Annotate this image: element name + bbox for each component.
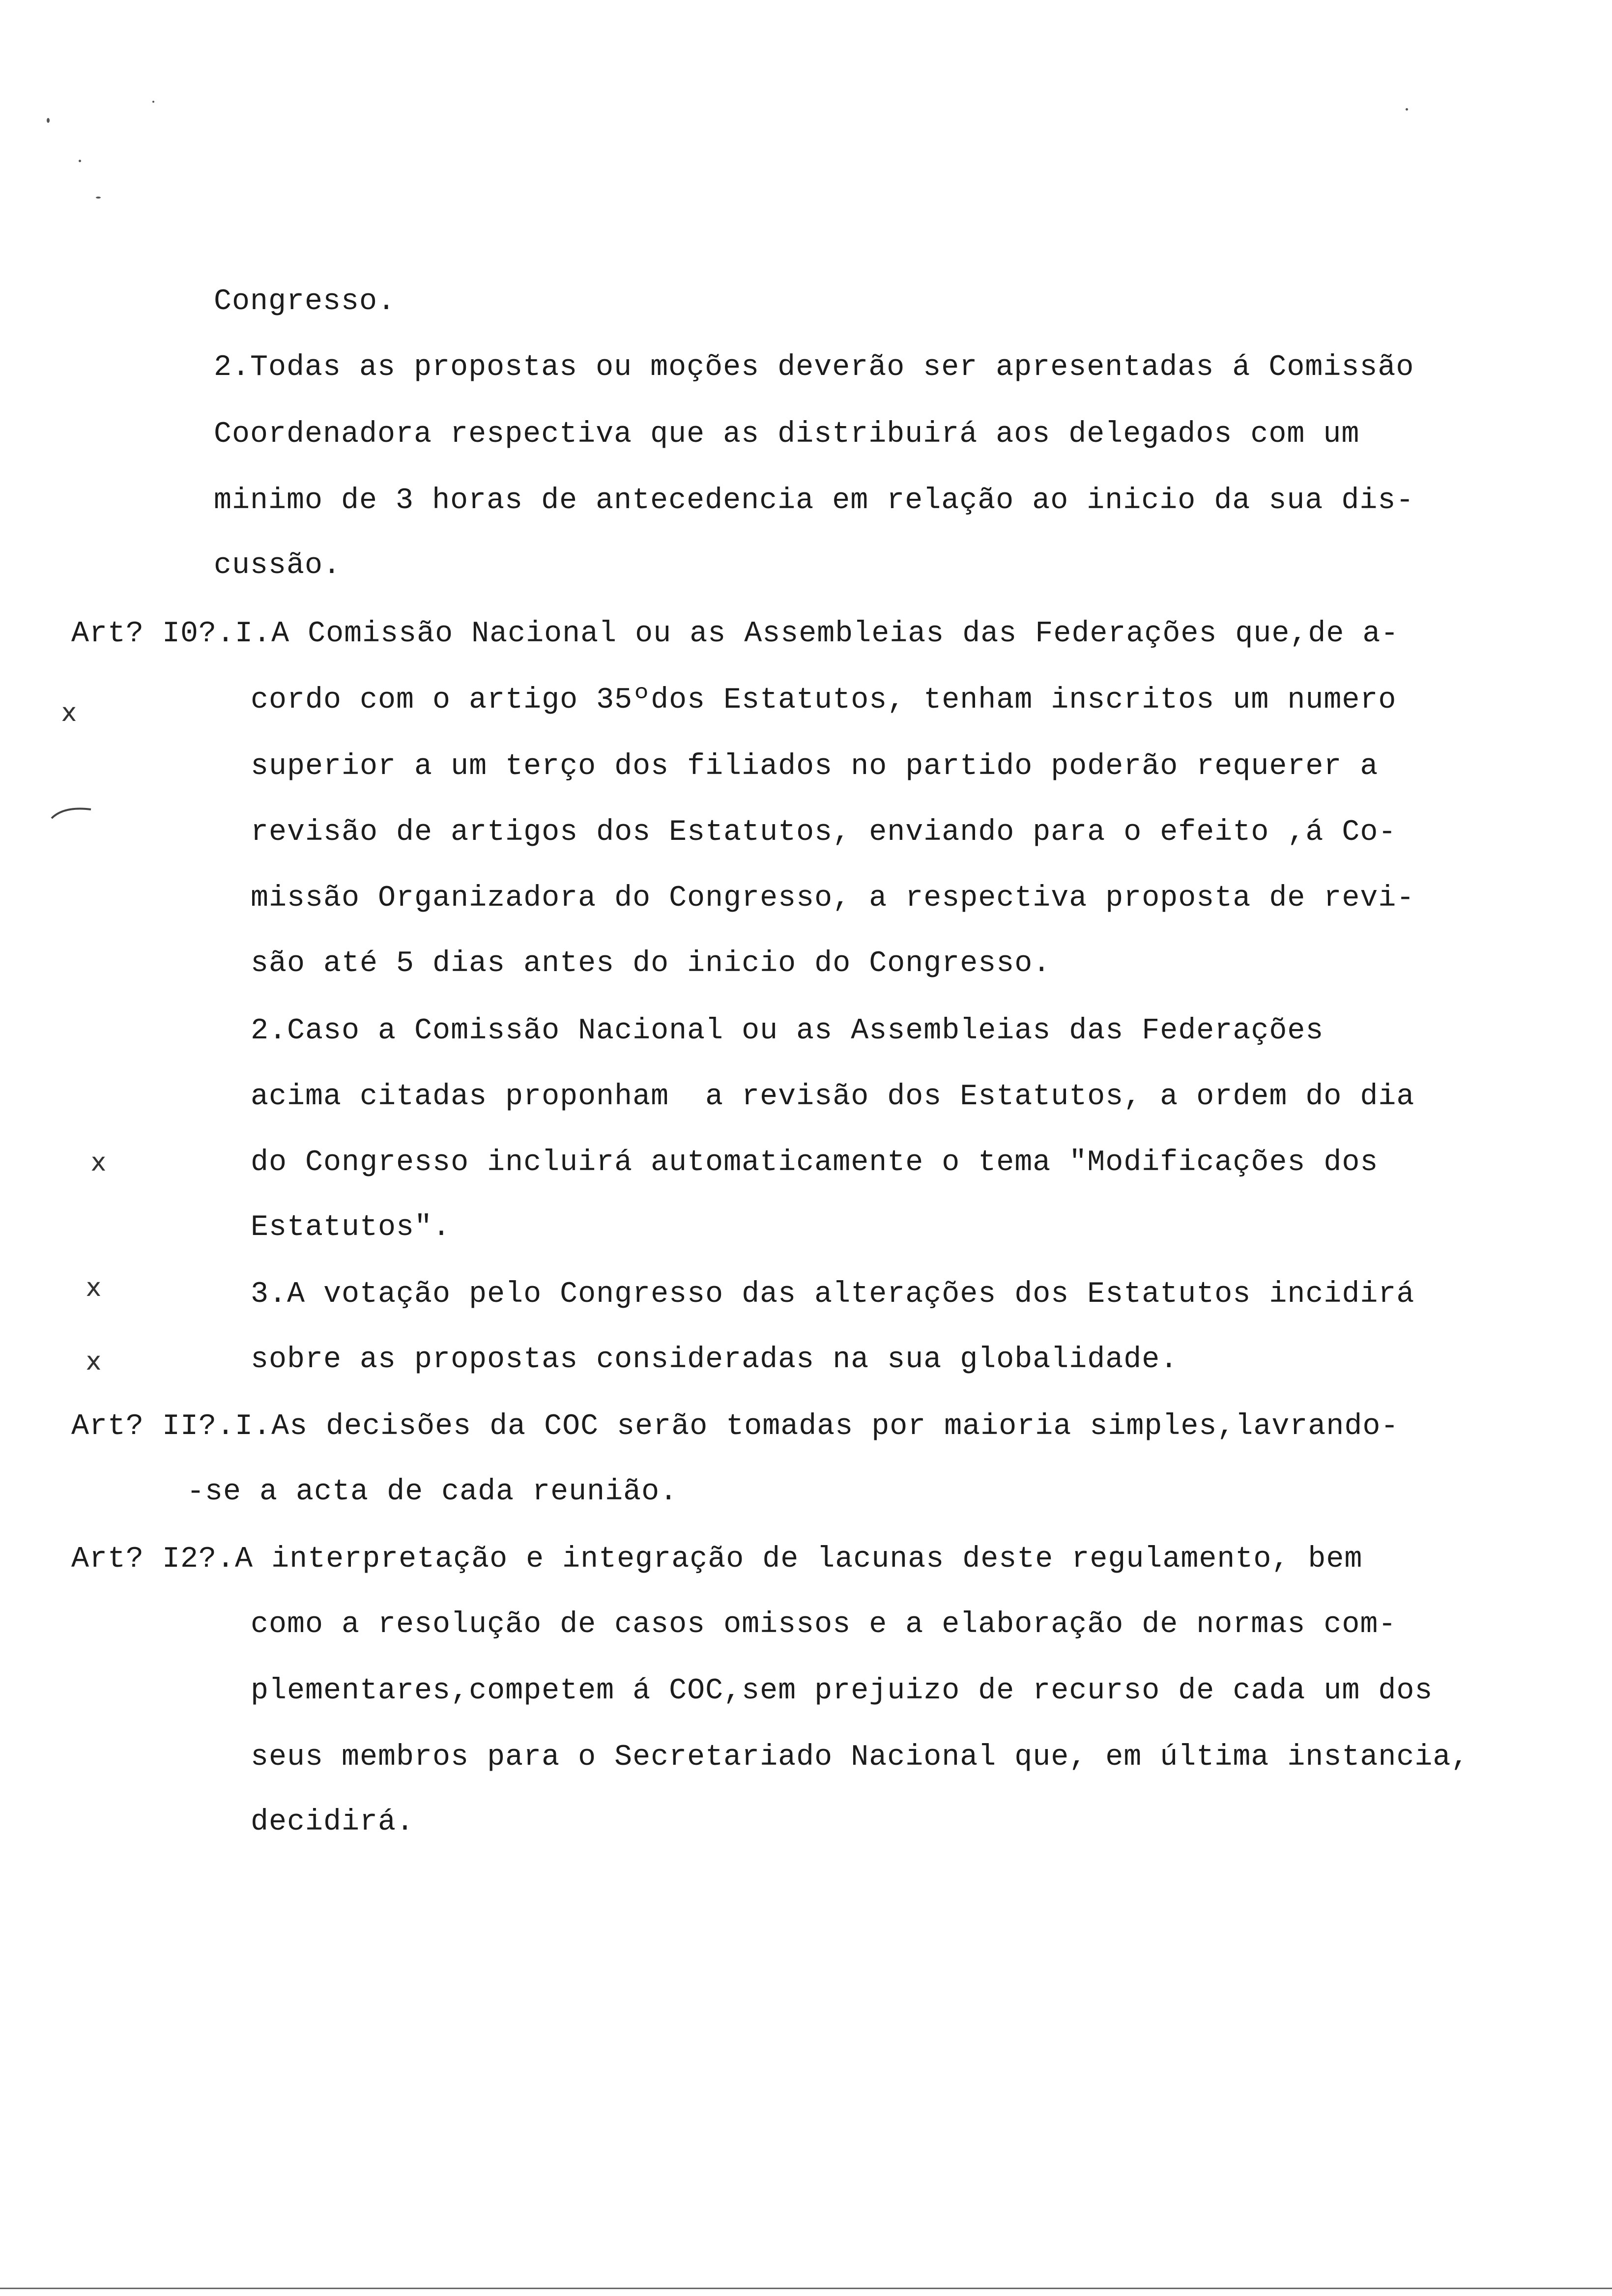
- text-line: Art? I0?.I.A Comissão Nacional ou as Assembleias das Federações que,de a-: [71, 617, 1399, 651]
- text-line: cordo com o artigo 35ºdos Estatutos, tenham inscritos um numero: [251, 684, 1397, 717]
- text-line: 2.Todas as propostas ou moções deverão ser apresentadas á Comissão: [214, 351, 1414, 384]
- scan-speck: [1406, 108, 1408, 111]
- text-line: são até 5 dias antes do inicio do Congresso.: [251, 947, 1051, 980]
- text-line: do Congresso incluirá automaticamente o tema "Modificações dos: [251, 1146, 1379, 1179]
- scan-speck: [152, 101, 154, 103]
- text-line: revisão de artigos dos Estatutos, enviando para o efeito ,á Co-: [251, 816, 1397, 849]
- text-line: decidirá.: [251, 1806, 415, 1839]
- margin-mark: x: [91, 1148, 106, 1177]
- text-line: acima citadas proponham a revisão dos Estatutos, a ordem do dia: [251, 1080, 1415, 1114]
- text-line: seus membros para o Secretariado Nacional que, em última instancia,: [251, 1741, 1469, 1774]
- text-line: como a resolução de casos omissos e a elaboração de normas com-: [251, 1608, 1397, 1641]
- text-line: Coordenadora respectiva que as distribuirá aos delegados com um: [214, 418, 1360, 451]
- margin-mark: x: [86, 1273, 101, 1302]
- text-line: 2.Caso a Comissão Nacional ou as Assembleias das Federações: [251, 1014, 1324, 1048]
- text-line: superior a um terço dos filiados no partido poderão requerer a: [251, 750, 1379, 783]
- text-line: minimo de 3 horas de antecedencia em relação ao inicio da sua dis-: [214, 484, 1414, 517]
- text-line: 3.A votação pelo Congresso das alterações dos Estatutos incidirá: [251, 1278, 1415, 1311]
- text-line: sobre as propostas consideradas na sua globalidade.: [251, 1343, 1179, 1377]
- text-line: Congresso.: [214, 285, 396, 318]
- text-line: cussão.: [214, 549, 342, 582]
- text-line: Estatutos".: [251, 1211, 451, 1244]
- scan-edge-line: [0, 2288, 1612, 2289]
- text-line: Art? I2?.A interpretação e integração de lacunas deste regulamento, bem: [71, 1543, 1363, 1576]
- margin-mark: x: [61, 698, 77, 727]
- scan-speck: [79, 160, 81, 162]
- scan-speck: [47, 118, 50, 123]
- text-line: -se a acta de cada reunião.: [187, 1475, 678, 1509]
- text-line: missão Organizadora do Congresso, a respectiva proposta de revi-: [251, 882, 1415, 915]
- margin-mark: x: [86, 1347, 101, 1376]
- pen-stroke: [49, 804, 93, 823]
- text-line: Art? II?.I.As decisões da COC serão tomadas por maioria simples,lavrando-: [71, 1410, 1399, 1443]
- text-line: plementares,competem á COC,sem prejuizo de recurso de cada um dos: [251, 1674, 1433, 1708]
- scan-speck: [96, 197, 101, 199]
